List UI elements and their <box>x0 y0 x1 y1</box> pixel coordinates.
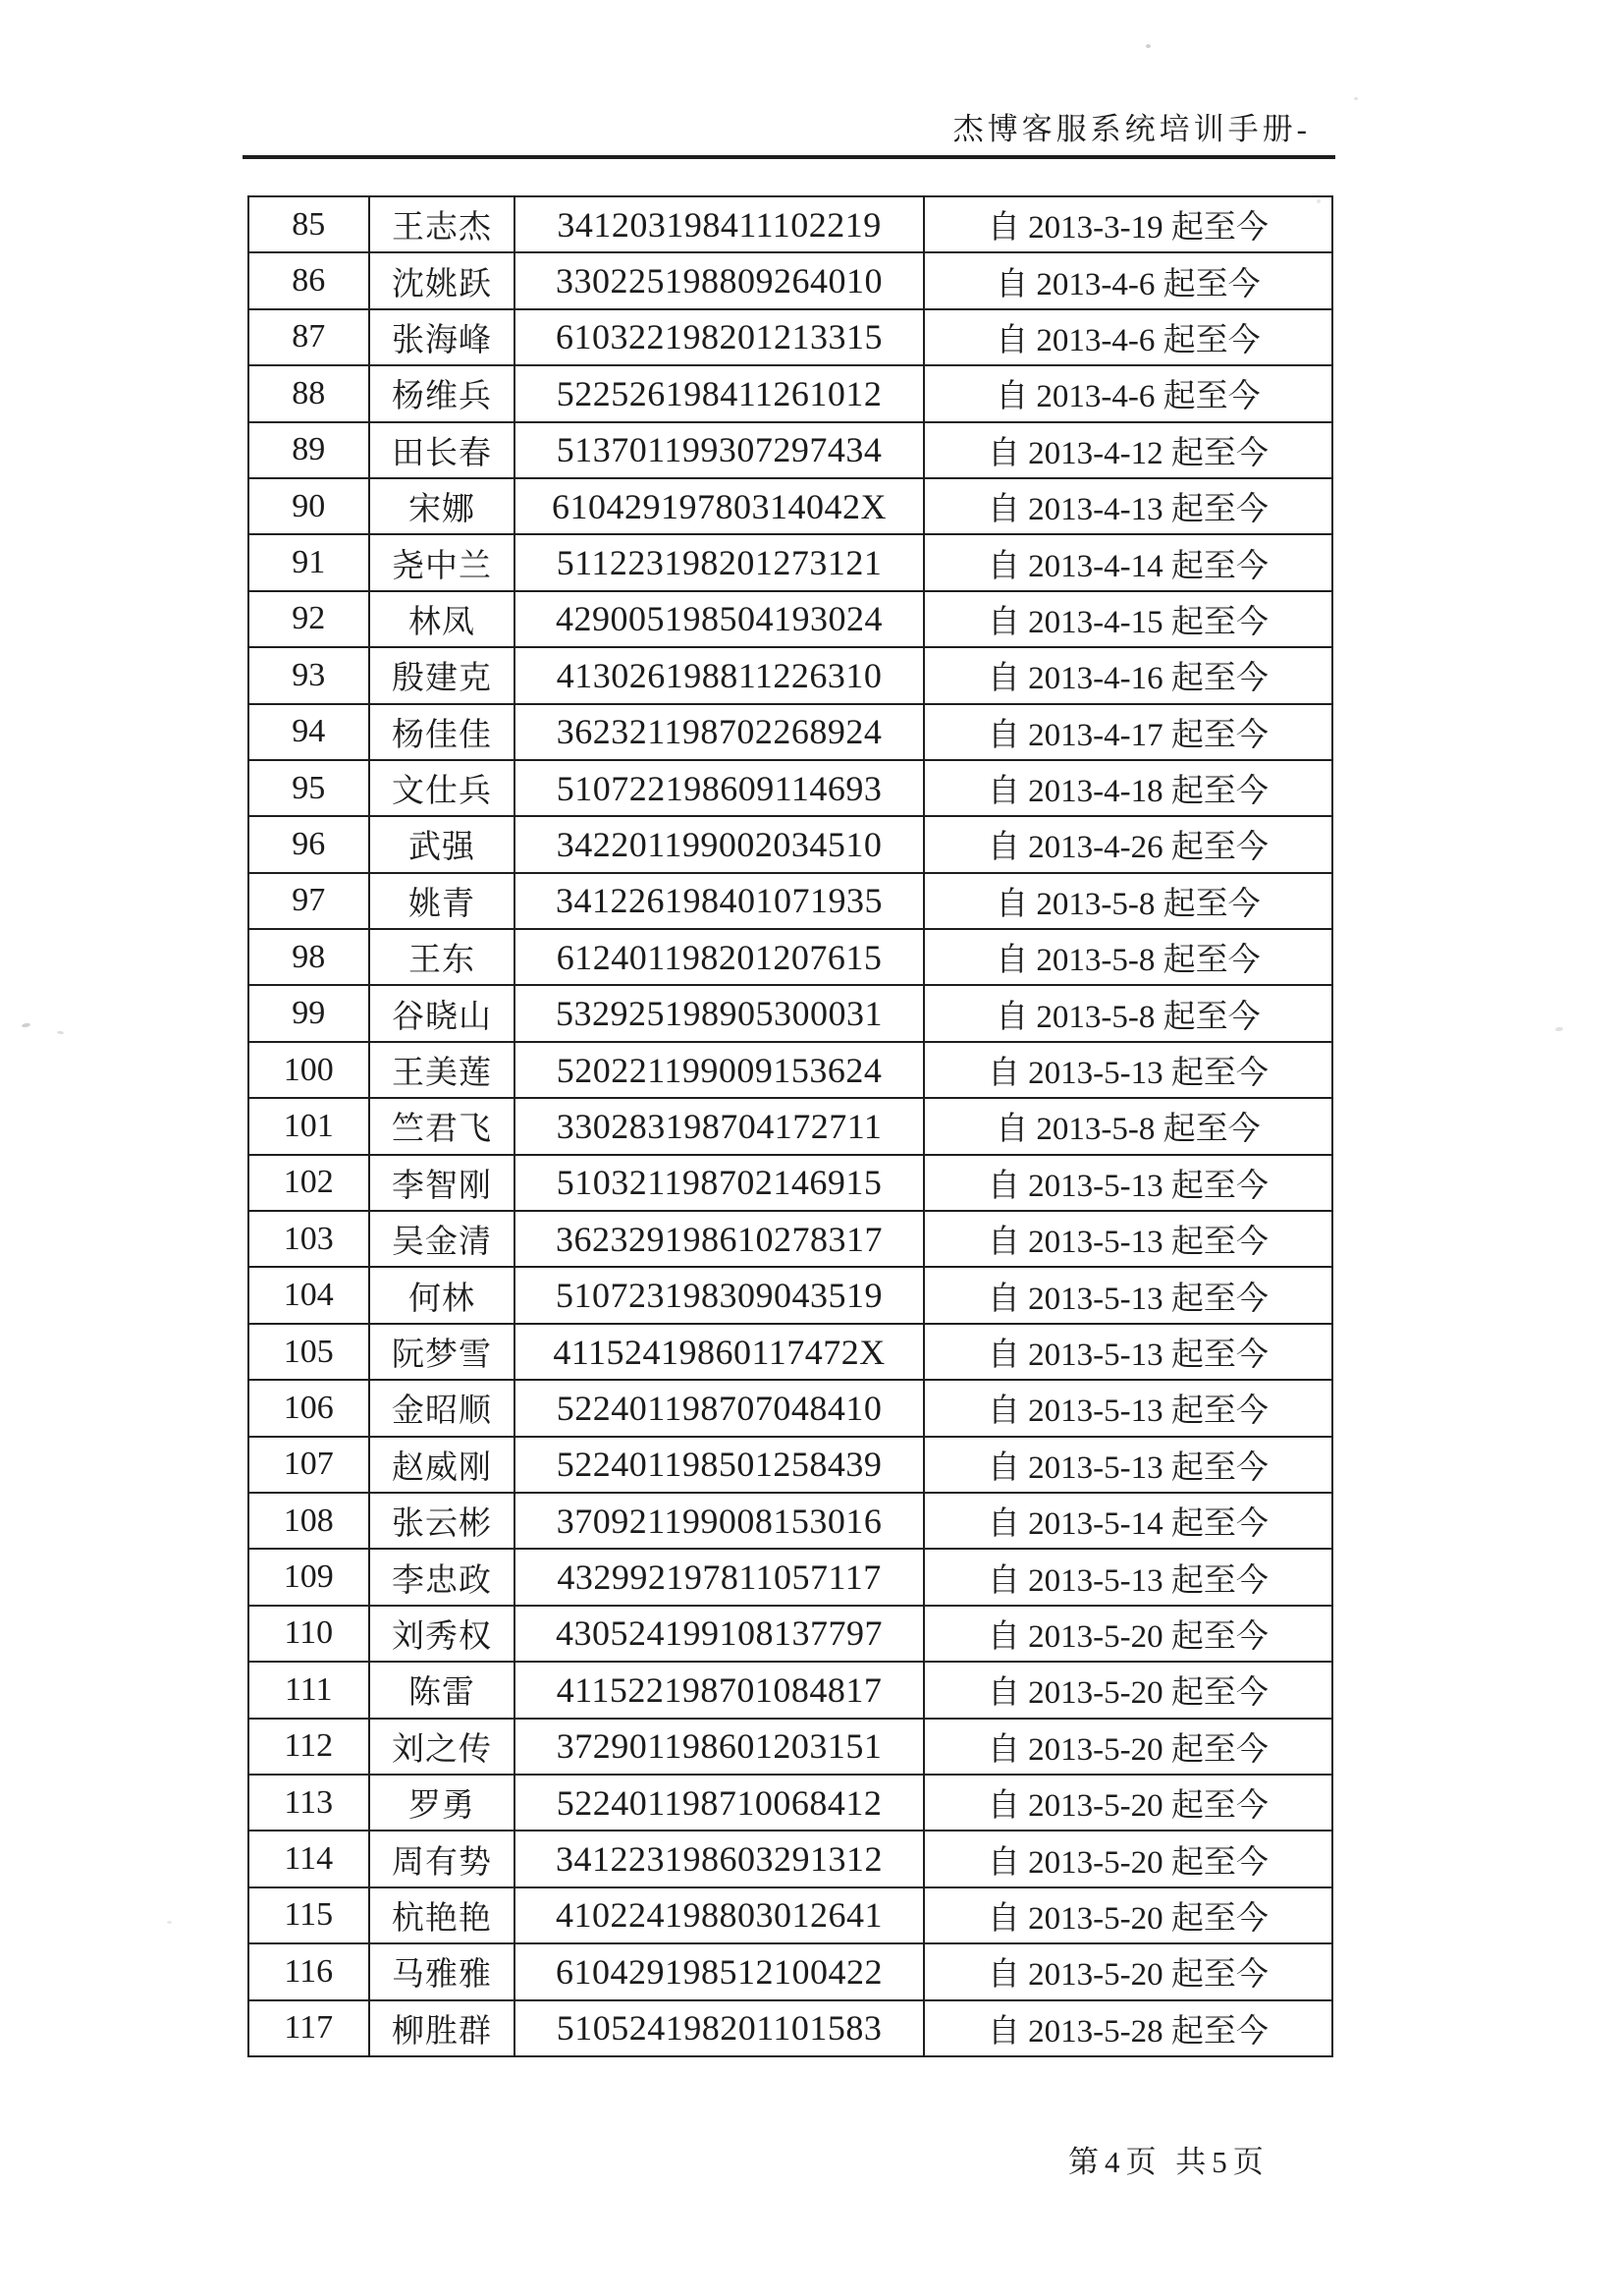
name-cell: 殷建克 <box>369 647 515 703</box>
period-cell: 自 2013-5-8 起至今 <box>924 873 1332 929</box>
period-cell: 自 2013-5-20 起至今 <box>924 1719 1332 1775</box>
table-row <box>248 196 1332 252</box>
row-number-cell: 97 <box>248 873 369 929</box>
name-cell: 陈雷 <box>369 1662 515 1718</box>
id-number-cell: 520221199009153624 <box>514 1042 923 1098</box>
table-row <box>248 1042 1332 1098</box>
id-number-cell: 342201199002034510 <box>514 816 923 872</box>
row-number-cell: 108 <box>248 1493 369 1549</box>
name-cell: 田长春 <box>369 422 515 478</box>
row-number-cell: 110 <box>248 1606 369 1662</box>
id-number-cell: 511223198201273121 <box>514 534 923 590</box>
table-row <box>248 1662 1332 1718</box>
table-row <box>248 1098 1332 1154</box>
period-cell: 自 2013-5-13 起至今 <box>924 1324 1332 1380</box>
row-number-cell: 115 <box>248 1887 369 1943</box>
row-number-cell: 104 <box>248 1267 369 1323</box>
id-number-cell: 429005198504193024 <box>514 591 923 647</box>
name-cell: 何林 <box>369 1267 515 1323</box>
name-cell: 李智刚 <box>369 1155 515 1211</box>
name-cell: 张云彬 <box>369 1493 515 1549</box>
table-row <box>248 1549 1332 1605</box>
table-row <box>248 816 1332 872</box>
period-cell: 自 2013-4-18 起至今 <box>924 760 1332 816</box>
id-number-cell: 362321198702268924 <box>514 704 923 760</box>
id-number-cell: 372901198601203151 <box>514 1719 923 1775</box>
period-cell: 自 2013-3-19 起至今 <box>924 196 1332 252</box>
id-number-cell: 330225198809264010 <box>514 252 923 308</box>
period-cell: 自 2013-5-20 起至今 <box>924 1662 1332 1718</box>
name-cell: 张海峰 <box>369 309 515 365</box>
id-number-cell: 330283198704172711 <box>514 1098 923 1154</box>
period-cell: 自 2013-5-13 起至今 <box>924 1267 1332 1323</box>
id-number-cell: 362329198610278317 <box>514 1211 923 1267</box>
row-number-cell: 102 <box>248 1155 369 1211</box>
table-row <box>248 1943 1332 1999</box>
period-cell: 自 2013-5-13 起至今 <box>924 1155 1332 1211</box>
page-number: 第4页 共5页 <box>1068 2145 1270 2179</box>
id-number-cell: 341226198401071935 <box>514 873 923 929</box>
period-cell: 自 2013-5-13 起至今 <box>924 1437 1332 1493</box>
table-row <box>248 1719 1332 1775</box>
period-cell: 自 2013-5-8 起至今 <box>924 985 1332 1041</box>
id-number-cell: 370921199008153016 <box>514 1493 923 1549</box>
period-cell: 自 2013-5-14 起至今 <box>924 1493 1332 1549</box>
id-number-cell: 413026198811226310 <box>514 647 923 703</box>
row-number-cell: 114 <box>248 1831 369 1886</box>
name-cell: 周有势 <box>369 1831 515 1886</box>
row-number-cell: 111 <box>248 1662 369 1718</box>
row-number-cell: 107 <box>248 1437 369 1493</box>
id-number-cell: 522401198710068412 <box>514 1775 923 1831</box>
table-row <box>248 534 1332 590</box>
name-cell: 王志杰 <box>369 196 515 252</box>
table-row <box>248 704 1332 760</box>
period-cell: 自 2013-5-20 起至今 <box>924 1887 1332 1943</box>
period-cell: 自 2013-4-12 起至今 <box>924 422 1332 478</box>
row-number-cell: 91 <box>248 534 369 590</box>
row-number-cell: 93 <box>248 647 369 703</box>
period-cell: 自 2013-5-13 起至今 <box>924 1042 1332 1098</box>
period-cell: 自 2013-4-16 起至今 <box>924 647 1332 703</box>
roster-table <box>247 195 1333 2057</box>
id-number-cell: 513701199307297434 <box>514 422 923 478</box>
scan-noise <box>167 1921 172 1924</box>
table-row <box>248 929 1332 985</box>
header-title: 杰博客服系统培训手册- <box>952 112 1311 146</box>
period-cell: 自 2013-4-6 起至今 <box>924 252 1332 308</box>
id-number-cell: 532925198905300031 <box>514 985 923 1041</box>
table-row <box>248 760 1332 816</box>
period-cell: 自 2013-5-8 起至今 <box>924 1098 1332 1154</box>
name-cell: 宋娜 <box>369 478 515 534</box>
name-cell: 罗勇 <box>369 1775 515 1831</box>
row-number-cell: 96 <box>248 816 369 872</box>
row-number-cell: 95 <box>248 760 369 816</box>
row-number-cell: 98 <box>248 929 369 985</box>
scan-noise <box>1146 44 1151 48</box>
row-number-cell: 106 <box>248 1380 369 1436</box>
table-row <box>248 1493 1332 1549</box>
scan-noise <box>22 1022 31 1028</box>
name-cell: 杭艳艳 <box>369 1887 515 1943</box>
id-number-cell: 410224198803012641 <box>514 1887 923 1943</box>
period-cell: 自 2013-5-20 起至今 <box>924 1943 1332 1999</box>
row-number-cell: 100 <box>248 1042 369 1098</box>
table-row <box>248 873 1332 929</box>
period-cell: 自 2013-4-15 起至今 <box>924 591 1332 647</box>
id-number-cell: 61042919780314042X <box>514 478 923 534</box>
row-number-cell: 94 <box>248 704 369 760</box>
name-cell: 林凤 <box>369 591 515 647</box>
row-number-cell: 88 <box>248 365 369 421</box>
row-number-cell: 109 <box>248 1549 369 1605</box>
row-number-cell: 117 <box>248 2000 369 2057</box>
scan-noise <box>1317 199 1321 203</box>
row-number-cell: 87 <box>248 309 369 365</box>
period-cell: 自 2013-5-20 起至今 <box>924 1831 1332 1886</box>
header-rule <box>243 155 1335 159</box>
name-cell: 王美莲 <box>369 1042 515 1098</box>
table-row <box>248 2000 1332 2057</box>
name-cell: 金昭顺 <box>369 1380 515 1436</box>
id-number-cell: 510321198702146915 <box>514 1155 923 1211</box>
table-row <box>248 1775 1332 1831</box>
table-row <box>248 1380 1332 1436</box>
name-cell: 沈姚跃 <box>369 252 515 308</box>
row-number-cell: 105 <box>248 1324 369 1380</box>
period-cell: 自 2013-5-13 起至今 <box>924 1380 1332 1436</box>
name-cell: 姚青 <box>369 873 515 929</box>
table-row <box>248 252 1332 308</box>
table-row <box>248 1887 1332 1943</box>
id-number-cell: 522401198501258439 <box>514 1437 923 1493</box>
id-number-cell: 430524199108137797 <box>514 1606 923 1662</box>
period-cell: 自 2013-5-20 起至今 <box>924 1606 1332 1662</box>
table-row <box>248 1437 1332 1493</box>
name-cell: 柳胜群 <box>369 2000 515 2057</box>
name-cell: 赵威刚 <box>369 1437 515 1493</box>
id-number-cell: 610429198512100422 <box>514 1943 923 1999</box>
table-row <box>248 1211 1332 1267</box>
scan-noise <box>1555 1027 1563 1032</box>
row-number-cell: 85 <box>248 196 369 252</box>
period-cell: 自 2013-5-20 起至今 <box>924 1775 1332 1831</box>
row-number-cell: 103 <box>248 1211 369 1267</box>
scan-noise <box>57 1031 64 1035</box>
roster-table-body <box>248 196 1332 2056</box>
id-number-cell: 522526198411261012 <box>514 365 923 421</box>
period-cell: 自 2013-5-28 起至今 <box>924 2000 1332 2057</box>
table-row <box>248 591 1332 647</box>
id-number-cell: 522401198707048410 <box>514 1380 923 1436</box>
table-row <box>248 1324 1332 1380</box>
row-number-cell: 90 <box>248 478 369 534</box>
table-row <box>248 309 1332 365</box>
name-cell: 谷晓山 <box>369 985 515 1041</box>
row-number-cell: 99 <box>248 985 369 1041</box>
name-cell: 吴金清 <box>369 1211 515 1267</box>
period-cell: 自 2013-5-8 起至今 <box>924 929 1332 985</box>
name-cell: 马雅雅 <box>369 1943 515 1999</box>
table-row <box>248 647 1332 703</box>
name-cell: 竺君飞 <box>369 1098 515 1154</box>
period-cell: 自 2013-4-17 起至今 <box>924 704 1332 760</box>
period-cell: 自 2013-4-6 起至今 <box>924 365 1332 421</box>
row-number-cell: 112 <box>248 1719 369 1775</box>
scan-noise <box>1354 97 1358 100</box>
name-cell: 尧中兰 <box>369 534 515 590</box>
period-cell: 自 2013-5-13 起至今 <box>924 1211 1332 1267</box>
id-number-cell: 341223198603291312 <box>514 1831 923 1886</box>
name-cell: 杨维兵 <box>369 365 515 421</box>
name-cell: 刘秀权 <box>369 1606 515 1662</box>
name-cell: 武强 <box>369 816 515 872</box>
id-number-cell: 510722198609114693 <box>514 760 923 816</box>
period-cell: 自 2013-4-14 起至今 <box>924 534 1332 590</box>
table-row <box>248 1155 1332 1211</box>
id-number-cell: 341203198411102219 <box>514 196 923 252</box>
row-number-cell: 92 <box>248 591 369 647</box>
name-cell: 王东 <box>369 929 515 985</box>
table-row <box>248 365 1332 421</box>
table-row <box>248 478 1332 534</box>
id-number-cell: 610322198201213315 <box>514 309 923 365</box>
period-cell: 自 2013-4-6 起至今 <box>924 309 1332 365</box>
name-cell: 李忠政 <box>369 1549 515 1605</box>
table-row <box>248 422 1332 478</box>
table-row <box>248 985 1332 1041</box>
id-number-cell: 432992197811057117 <box>514 1549 923 1605</box>
period-cell: 自 2013-5-13 起至今 <box>924 1549 1332 1605</box>
id-number-cell: 41152419860117472X <box>514 1324 923 1380</box>
name-cell: 阮梦雪 <box>369 1324 515 1380</box>
row-number-cell: 113 <box>248 1775 369 1831</box>
row-number-cell: 116 <box>248 1943 369 1999</box>
name-cell: 杨佳佳 <box>369 704 515 760</box>
period-cell: 自 2013-4-13 起至今 <box>924 478 1332 534</box>
name-cell: 刘之传 <box>369 1719 515 1775</box>
id-number-cell: 510723198309043519 <box>514 1267 923 1323</box>
row-number-cell: 86 <box>248 252 369 308</box>
row-number-cell: 101 <box>248 1098 369 1154</box>
table-row <box>248 1606 1332 1662</box>
table-row <box>248 1267 1332 1323</box>
id-number-cell: 612401198201207615 <box>514 929 923 985</box>
period-cell: 自 2013-4-26 起至今 <box>924 816 1332 872</box>
name-cell: 文仕兵 <box>369 760 515 816</box>
id-number-cell: 411522198701084817 <box>514 1662 923 1718</box>
row-number-cell: 89 <box>248 422 369 478</box>
id-number-cell: 510524198201101583 <box>514 2000 923 2057</box>
table-row <box>248 1831 1332 1886</box>
